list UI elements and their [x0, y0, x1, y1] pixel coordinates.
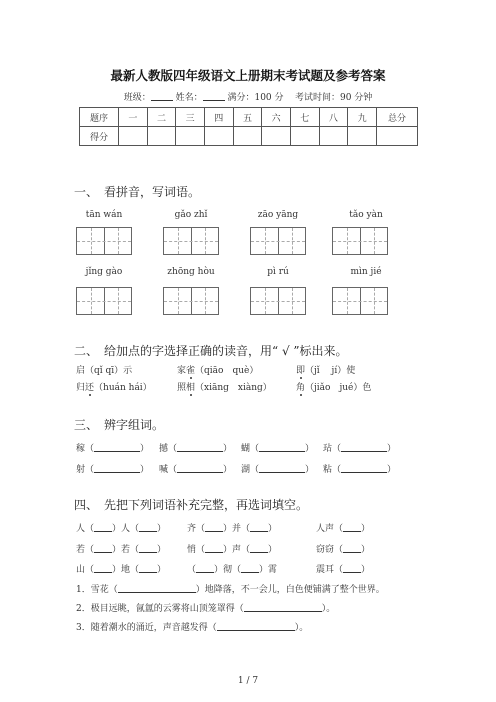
item-pinyin[interactable]: qǐ qī — [94, 366, 115, 376]
word-item: 射（ ） — [76, 465, 150, 475]
idiom-text: 人（ — [76, 524, 95, 534]
idiom-item — [187, 521, 277, 534]
word-char: 蝴 — [241, 444, 251, 454]
reading-item — [76, 380, 152, 393]
question-text: 3．随着潮水的涌近，声音越发得（ — [76, 623, 217, 633]
idiom-text: 山（ — [76, 565, 95, 575]
answer-blank[interactable] — [94, 543, 112, 553]
question-text: 2．极目远眺，氤氲的云雾将山顶笼罩得（ — [76, 604, 244, 614]
item-pinyin[interactable]: （jǐ jí）使 — [305, 366, 356, 376]
idiom-item — [316, 542, 370, 555]
answer-blank[interactable] — [244, 602, 322, 612]
answer-blank[interactable] — [343, 543, 361, 553]
word-char: 粘 — [323, 465, 333, 475]
class-label: 班级： — [123, 93, 151, 103]
exam-meta — [0, 90, 496, 103]
score-cell[interactable] — [204, 127, 233, 146]
score-header-cell: 六 — [262, 108, 291, 127]
answer-blank[interactable] — [259, 463, 305, 473]
answer-blank[interactable] — [196, 563, 214, 573]
score-cell[interactable] — [176, 127, 205, 146]
answer-blank[interactable] — [341, 463, 387, 473]
word-item: 稼（ ） — [76, 444, 150, 454]
answer-blank[interactable] — [205, 522, 223, 532]
item-text: 启（ — [76, 366, 95, 376]
section3-heading: 三、 辨字组词。 — [74, 418, 165, 432]
dotted-char: 即 — [296, 366, 306, 376]
idiom-text: 人声（ — [316, 524, 344, 534]
word-item: 粘（ ） — [323, 465, 397, 475]
pinyin-label: zhōng hòu — [167, 267, 215, 277]
answer-blank[interactable] — [250, 522, 268, 532]
idiom-text: ） — [268, 545, 278, 555]
pinyin-label: jǐng gào — [85, 267, 123, 277]
answer-blank[interactable] — [343, 563, 361, 573]
score-header-cell: 九 — [348, 108, 377, 127]
score-header-cell: 总分 — [377, 108, 418, 127]
score-cell[interactable] — [348, 127, 377, 146]
reading-item — [296, 363, 355, 376]
writing-grid[interactable] — [163, 227, 219, 255]
answer-blank[interactable] — [205, 543, 223, 553]
pinyin-label: gǎo zhǐ — [174, 210, 208, 220]
score-header-cell: 五 — [233, 108, 262, 127]
score-cell[interactable] — [319, 127, 348, 146]
word-char: 玷 — [323, 444, 333, 454]
idiom-text: ） — [361, 565, 371, 575]
pinyin-label: tǎo yàn — [349, 210, 383, 220]
answer-blank[interactable] — [94, 563, 112, 573]
idiom-text: ） — [361, 545, 371, 555]
score-header-cell: 一 — [119, 108, 148, 127]
idiom-text: ） — [361, 524, 371, 534]
answer-blank[interactable] — [94, 522, 112, 532]
idiom-item — [76, 542, 166, 555]
idiom-text: ） — [157, 524, 167, 534]
score-cell[interactable] — [262, 127, 291, 146]
question-text: 1．雪花（ — [76, 585, 118, 595]
word-char: 稼 — [76, 444, 86, 454]
name-label: 姓名： — [175, 93, 203, 103]
idiom-text: 若（ — [76, 545, 95, 555]
section2-heading: 二、 给加点的字选择正确的读音，用“ √ ”标出来。 — [74, 344, 348, 358]
score-header-cell: 四 — [204, 108, 233, 127]
score-header-row — [80, 108, 418, 127]
fill-question-1 — [76, 582, 385, 595]
fill-question-3 — [76, 620, 308, 633]
idiom-text: ） — [157, 545, 167, 555]
word-char: 湖 — [241, 465, 251, 475]
score-header-cell: 七 — [290, 108, 319, 127]
answer-blank[interactable] — [343, 522, 361, 532]
fill-question-2 — [76, 601, 335, 614]
item-text: 照 — [177, 383, 187, 393]
idiom-text: 窃窃（ — [316, 545, 344, 555]
writing-grid[interactable] — [76, 227, 132, 255]
idiom-text: ） — [268, 524, 278, 534]
question-text: ）地降落，不一会儿，白色便铺满了整个世界。 — [195, 585, 385, 595]
score-header-cell: 八 — [319, 108, 348, 127]
answer-blank[interactable] — [94, 463, 140, 473]
score-cell[interactable] — [147, 127, 176, 146]
answer-blank[interactable] — [177, 442, 223, 452]
class-blank[interactable] — [151, 91, 173, 101]
score-cell[interactable] — [377, 127, 418, 146]
score-cell[interactable] — [119, 127, 148, 146]
reading-item — [177, 380, 272, 393]
score-cell[interactable] — [290, 127, 319, 146]
answer-blank[interactable] — [341, 442, 387, 452]
word-item: 玷（ ） — [323, 444, 397, 454]
pinyin-label: zāo yāng — [257, 210, 299, 220]
idiom-item — [316, 521, 370, 534]
score-cell[interactable] — [233, 127, 262, 146]
answer-blank[interactable] — [217, 621, 295, 631]
pinyin-label: pì rú — [267, 267, 289, 277]
writing-grid[interactable] — [163, 287, 219, 315]
writing-grid[interactable] — [250, 227, 306, 255]
answer-blank[interactable] — [259, 442, 305, 452]
idiom-text: 震耳（ — [316, 565, 344, 575]
item-pinyin[interactable]: （xiāng xiàng） — [195, 383, 272, 393]
name-blank[interactable] — [203, 91, 225, 101]
idiom-text: ）声（ — [223, 545, 251, 555]
idiom-text: ）并（ — [223, 524, 251, 534]
idiom-item — [76, 562, 166, 575]
item-text: ）示 — [114, 366, 133, 376]
word-item: 撼（ ） — [159, 444, 233, 454]
score-table — [79, 107, 418, 146]
score-row-label: 得分 — [80, 127, 119, 146]
question-text: ）。 — [294, 623, 309, 633]
writing-grid[interactable] — [332, 227, 388, 255]
answer-blank[interactable] — [118, 583, 196, 593]
idiom-text: （ — [187, 565, 197, 575]
idiom-text: ）霄 — [259, 565, 278, 575]
idiom-text: 齐（ — [187, 524, 206, 534]
word-item: 湖（ ） — [241, 465, 315, 475]
answer-blank[interactable] — [94, 442, 140, 452]
word-item: 蝴（ ） — [241, 444, 315, 454]
idiom-text: ）若（ — [112, 545, 140, 555]
item-pinyin[interactable]: （qiāo què） — [195, 366, 259, 376]
idiom-text: ） — [157, 565, 167, 575]
page-title: 最新人教版四年级语文上册期末考试题及参考答案 — [110, 68, 386, 83]
idiom-text: ）人（ — [112, 524, 140, 534]
answer-blank[interactable] — [139, 543, 157, 553]
answer-blank[interactable] — [241, 563, 259, 573]
item-pinyin[interactable]: （huán hái） — [94, 383, 152, 393]
section1-heading: 一、 看拼音，写词语。 — [74, 185, 201, 199]
writing-grid[interactable] — [332, 287, 388, 315]
word-char: 喊 — [159, 465, 169, 475]
score-header-cell: 三 — [176, 108, 205, 127]
reading-item — [76, 363, 132, 376]
pinyin-label: mìn jié — [350, 267, 382, 277]
dotted-char: 雀 — [186, 366, 196, 376]
section4-heading: 四、 先把下列词语补充完整，再选词填空。 — [74, 498, 309, 512]
idiom-item — [187, 562, 277, 575]
word-item: 喊（ ） — [159, 465, 233, 475]
dotted-char: 角 — [296, 383, 306, 393]
idiom-item — [316, 562, 370, 575]
reading-item — [177, 363, 258, 376]
item-text: 归 — [76, 383, 86, 393]
question-text: ）。 — [321, 604, 336, 614]
writing-grid[interactable] — [250, 287, 306, 315]
score-header-cell: 题序 — [80, 108, 119, 127]
answer-blank[interactable] — [139, 563, 157, 573]
reading-item — [296, 380, 371, 393]
answer-blank[interactable] — [177, 463, 223, 473]
page-number: 1 / 7 — [237, 676, 259, 686]
idiom-text: ）彻（ — [214, 565, 242, 575]
answer-blank[interactable] — [139, 522, 157, 532]
score-header-cell: 二 — [147, 108, 176, 127]
pinyin-label: tān wán — [85, 210, 123, 220]
dotted-char: 还 — [85, 383, 95, 393]
dotted-char: 相 — [186, 383, 196, 393]
idiom-text: 悄（ — [187, 545, 206, 555]
idiom-item — [187, 542, 277, 555]
word-char: 射 — [76, 465, 86, 475]
item-text: 家 — [177, 366, 187, 376]
idiom-item — [76, 521, 166, 534]
item-pinyin[interactable]: （jiǎo jué）色 — [305, 383, 372, 393]
writing-grid[interactable] — [76, 287, 132, 315]
full-score: 满分：100 分 — [227, 93, 284, 103]
idiom-text: ）地（ — [112, 565, 140, 575]
word-char: 撼 — [159, 444, 169, 454]
exam-time: 考试时间：90 分钟 — [294, 93, 373, 103]
answer-blank[interactable] — [250, 543, 268, 553]
score-value-row — [80, 127, 418, 146]
